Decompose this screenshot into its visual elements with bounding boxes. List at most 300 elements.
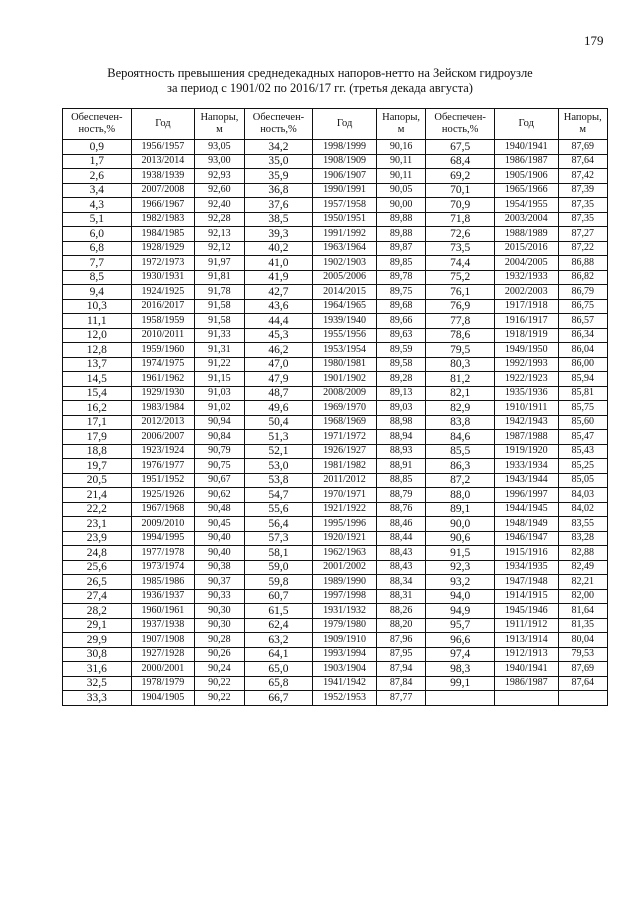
year-cell: 1980/1981: [313, 357, 377, 372]
probability-cell: 30,8: [63, 647, 132, 662]
year-cell: 1918/1919: [494, 328, 558, 343]
year-cell: 1942/1943: [494, 415, 558, 430]
year-cell: 2004/2005: [494, 256, 558, 271]
probability-cell: 87,2: [426, 473, 495, 488]
header-year: Год: [131, 109, 195, 140]
probability-cell: 90,0: [426, 517, 495, 532]
year-cell: 1952/1953: [313, 691, 377, 706]
probability-cell: 53,0: [244, 459, 313, 474]
head-cell: 90,30: [195, 604, 244, 619]
head-cell: 89,85: [376, 256, 425, 271]
probability-cell: 97,4: [426, 647, 495, 662]
year-cell: 1995/1996: [313, 517, 377, 532]
head-cell: 91,58: [195, 299, 244, 314]
probability-cell: 33,3: [63, 691, 132, 706]
head-cell: 86,34: [558, 328, 607, 343]
probability-cell: 31,6: [63, 662, 132, 677]
year-cell: 1960/1961: [131, 604, 195, 619]
probability-cell: 63,2: [244, 633, 313, 648]
probability-cell: 7,7: [63, 256, 132, 271]
head-cell: 85,94: [558, 372, 607, 387]
head-cell: 90,94: [195, 415, 244, 430]
year-cell: 1970/1971: [313, 488, 377, 503]
header-head: Напоры, м: [376, 109, 425, 140]
head-cell: 91,02: [195, 401, 244, 416]
table-row: [63, 604, 608, 619]
head-cell: 85,43: [558, 444, 607, 459]
probability-cell: 53,8: [244, 473, 313, 488]
year-cell: 1961/1962: [131, 372, 195, 387]
head-cell: 89,03: [376, 401, 425, 416]
year-cell: 1909/1910: [313, 633, 377, 648]
probability-cell: 4,3: [63, 198, 132, 213]
probability-cell: 93,2: [426, 575, 495, 590]
table-row: [63, 343, 608, 358]
table-row: [63, 502, 608, 517]
head-cell: 85,47: [558, 430, 607, 445]
header-head: Напоры, м: [195, 109, 244, 140]
year-cell: 1908/1909: [313, 154, 377, 169]
table-row: [63, 169, 608, 184]
head-cell: 91,81: [195, 270, 244, 285]
head-cell: 88,46: [376, 517, 425, 532]
probability-cell: 0,9: [63, 140, 132, 155]
table-row: [63, 575, 608, 590]
probability-cell: 86,3: [426, 459, 495, 474]
head-cell: 90,11: [376, 169, 425, 184]
probability-cell: 67,5: [426, 140, 495, 155]
probability-cell: 83,8: [426, 415, 495, 430]
probability-cell: 96,6: [426, 633, 495, 648]
year-cell: 1921/1922: [313, 502, 377, 517]
year-cell: 1981/1982: [313, 459, 377, 474]
year-cell: 1905/1906: [494, 169, 558, 184]
year-cell: 1943/1944: [494, 473, 558, 488]
probability-cell: 41,9: [244, 270, 313, 285]
head-cell: 87,39: [558, 183, 607, 198]
probability-cell: 26,5: [63, 575, 132, 590]
year-cell: 1976/1977: [131, 459, 195, 474]
head-cell: 79,53: [558, 647, 607, 662]
head-cell: 88,79: [376, 488, 425, 503]
year-cell: 1971/1972: [313, 430, 377, 445]
year-cell: 1949/1950: [494, 343, 558, 358]
probability-cell: 6,8: [63, 241, 132, 256]
probability-cell: 82,1: [426, 386, 495, 401]
year-cell: 1902/1903: [313, 256, 377, 271]
year-cell: 2000/2001: [131, 662, 195, 677]
probability-cell: 54,7: [244, 488, 313, 503]
head-cell: 88,20: [376, 618, 425, 633]
head-cell: 90,48: [195, 502, 244, 517]
year-cell: 1924/1925: [131, 285, 195, 300]
year-cell: 2011/2012: [313, 473, 377, 488]
probability-cell: 71,8: [426, 212, 495, 227]
table-row: [63, 256, 608, 271]
year-cell: 1931/1932: [313, 604, 377, 619]
year-cell: 1993/1994: [313, 647, 377, 662]
probability-cell: 77,8: [426, 314, 495, 329]
year-cell: 1932/1933: [494, 270, 558, 285]
head-cell: 87,84: [376, 676, 425, 691]
probability-cell: 79,5: [426, 343, 495, 358]
year-cell: 1958/1959: [131, 314, 195, 329]
table-row: [63, 647, 608, 662]
head-cell: 87,94: [376, 662, 425, 677]
head-cell: 91,15: [195, 372, 244, 387]
head-cell: 90,33: [195, 589, 244, 604]
year-cell: 1978/1979: [131, 676, 195, 691]
year-cell: 2001/2002: [313, 560, 377, 575]
year-cell: 1955/1956: [313, 328, 377, 343]
head-cell: 88,43: [376, 546, 425, 561]
probability-cell: 99,1: [426, 676, 495, 691]
head-cell: 91,31: [195, 343, 244, 358]
year-cell: 1939/1940: [313, 314, 377, 329]
head-cell: 91,78: [195, 285, 244, 300]
probability-cell: 73,5: [426, 241, 495, 256]
probability-cell: 59,8: [244, 575, 313, 590]
table-row: [63, 198, 608, 213]
head-cell: 85,05: [558, 473, 607, 488]
year-cell: [494, 691, 558, 706]
table-row: [63, 299, 608, 314]
probability-cell: 88,0: [426, 488, 495, 503]
head-cell: 85,60: [558, 415, 607, 430]
table-row: [63, 662, 608, 677]
head-cell: 88,91: [376, 459, 425, 474]
year-cell: 1948/1949: [494, 517, 558, 532]
probability-cell: 68,4: [426, 154, 495, 169]
year-cell: 1940/1941: [494, 140, 558, 155]
year-cell: 2012/2013: [131, 415, 195, 430]
head-cell: 87,69: [558, 140, 607, 155]
title-line-1: Вероятность превышения среднедекадных напоров-нетто на Зейском гидроузле: [107, 66, 533, 80]
probability-cell: 12,0: [63, 328, 132, 343]
year-cell: 2007/2008: [131, 183, 195, 198]
table-row: [63, 212, 608, 227]
year-cell: 2006/2007: [131, 430, 195, 445]
head-cell: 91,33: [195, 328, 244, 343]
head-cell: 86,00: [558, 357, 607, 372]
head-cell: 89,87: [376, 241, 425, 256]
table-row: [63, 154, 608, 169]
head-cell: 88,26: [376, 604, 425, 619]
probability-cell: 22,2: [63, 502, 132, 517]
head-cell: 89,59: [376, 343, 425, 358]
head-cell: 85,75: [558, 401, 607, 416]
probability-cell: 89,1: [426, 502, 495, 517]
head-cell: 90,37: [195, 575, 244, 590]
year-cell: 1990/1991: [313, 183, 377, 198]
year-cell: 1968/1969: [313, 415, 377, 430]
probability-cell: 2,6: [63, 169, 132, 184]
year-cell: 1917/1918: [494, 299, 558, 314]
year-cell: 1956/1957: [131, 140, 195, 155]
year-cell: 1920/1921: [313, 531, 377, 546]
year-cell: 2009/2010: [131, 517, 195, 532]
head-cell: 92,12: [195, 241, 244, 256]
year-cell: 1962/1963: [313, 546, 377, 561]
year-cell: 1965/1966: [494, 183, 558, 198]
probability-cell: 74,4: [426, 256, 495, 271]
probability-cell: 90,6: [426, 531, 495, 546]
probability-cell: [426, 691, 495, 706]
table-row: [63, 517, 608, 532]
probability-cell: 76,9: [426, 299, 495, 314]
probability-cell: 10,3: [63, 299, 132, 314]
year-cell: 1927/1928: [131, 647, 195, 662]
year-cell: 1996/1997: [494, 488, 558, 503]
head-cell: 86,79: [558, 285, 607, 300]
head-cell: 90,84: [195, 430, 244, 445]
probability-cell: 19,7: [63, 459, 132, 474]
table-row: [63, 633, 608, 648]
head-cell: 90,22: [195, 676, 244, 691]
probability-cell: 66,7: [244, 691, 313, 706]
probability-cell: 85,5: [426, 444, 495, 459]
header-probability: Обеспечен- ность,%: [63, 109, 132, 140]
year-cell: 1923/1924: [131, 444, 195, 459]
header-row: [63, 109, 608, 140]
year-cell: 1947/1948: [494, 575, 558, 590]
probability-cell: 15,4: [63, 386, 132, 401]
year-cell: 1910/1911: [494, 401, 558, 416]
probability-cell: 72,6: [426, 227, 495, 242]
year-cell: 2002/2003: [494, 285, 558, 300]
year-cell: 1903/1904: [313, 662, 377, 677]
probability-cell: 12,8: [63, 343, 132, 358]
probability-cell: 49,6: [244, 401, 313, 416]
head-cell: 86,88: [558, 256, 607, 271]
head-cell: 87,35: [558, 198, 607, 213]
table-row: [63, 401, 608, 416]
table-row: [63, 140, 608, 155]
probability-cell: 81,2: [426, 372, 495, 387]
year-cell: 1986/1987: [494, 676, 558, 691]
year-cell: 1988/1989: [494, 227, 558, 242]
year-cell: 1919/1920: [494, 444, 558, 459]
head-cell: 91,22: [195, 357, 244, 372]
table-row: [63, 488, 608, 503]
head-cell: 91,03: [195, 386, 244, 401]
head-cell: 90,38: [195, 560, 244, 575]
head-cell: 83,55: [558, 517, 607, 532]
year-cell: 1915/1916: [494, 546, 558, 561]
head-cell: 89,28: [376, 372, 425, 387]
head-cell: 87,35: [558, 212, 607, 227]
table-row: [63, 372, 608, 387]
head-cell: 90,62: [195, 488, 244, 503]
head-cell: 90,26: [195, 647, 244, 662]
head-cell: 89,88: [376, 227, 425, 242]
year-cell: 1944/1945: [494, 502, 558, 517]
probability-cell: 65,8: [244, 676, 313, 691]
year-cell: 1916/1917: [494, 314, 558, 329]
probability-cell: 60,7: [244, 589, 313, 604]
head-cell: 82,49: [558, 560, 607, 575]
probability-cell: 51,3: [244, 430, 313, 445]
year-cell: 1914/1915: [494, 589, 558, 604]
year-cell: 1964/1965: [313, 299, 377, 314]
head-cell: 91,58: [195, 314, 244, 329]
year-cell: 2015/2016: [494, 241, 558, 256]
probability-cell: 23,9: [63, 531, 132, 546]
year-cell: 1950/1951: [313, 212, 377, 227]
head-cell: 89,58: [376, 357, 425, 372]
head-cell: 90,79: [195, 444, 244, 459]
probability-cell: 91,5: [426, 546, 495, 561]
head-cell: 83,28: [558, 531, 607, 546]
head-cell: 88,85: [376, 473, 425, 488]
year-cell: 1979/1980: [313, 618, 377, 633]
probability-cell: 94,9: [426, 604, 495, 619]
header-year: Год: [494, 109, 558, 140]
head-cell: 89,78: [376, 270, 425, 285]
header-head: Напоры, м: [558, 109, 607, 140]
year-cell: 1953/1954: [313, 343, 377, 358]
year-cell: 1934/1935: [494, 560, 558, 575]
probability-cell: 70,9: [426, 198, 495, 213]
head-cell: 81,64: [558, 604, 607, 619]
year-cell: 1989/1990: [313, 575, 377, 590]
table-row: [63, 691, 608, 706]
head-cell: 87,22: [558, 241, 607, 256]
year-cell: 1913/1914: [494, 633, 558, 648]
head-cell: 86,75: [558, 299, 607, 314]
year-cell: 1969/1970: [313, 401, 377, 416]
probability-cell: 13,7: [63, 357, 132, 372]
probability-cell: 39,3: [244, 227, 313, 242]
head-cell: 92,28: [195, 212, 244, 227]
head-cell: 90,30: [195, 618, 244, 633]
year-cell: 1946/1947: [494, 531, 558, 546]
probability-cell: 62,4: [244, 618, 313, 633]
probability-cell: 25,6: [63, 560, 132, 575]
head-cell: 93,05: [195, 140, 244, 155]
probability-cell: 75,2: [426, 270, 495, 285]
head-cell: 88,98: [376, 415, 425, 430]
head-cell: 88,93: [376, 444, 425, 459]
table-row: [63, 415, 608, 430]
probability-cell: 21,4: [63, 488, 132, 503]
year-cell: 1926/1927: [313, 444, 377, 459]
head-cell: 90,24: [195, 662, 244, 677]
head-cell: 92,93: [195, 169, 244, 184]
year-cell: 1935/1936: [494, 386, 558, 401]
table-row: [63, 227, 608, 242]
probability-cell: 18,8: [63, 444, 132, 459]
head-cell: 87,27: [558, 227, 607, 242]
table-row: [63, 531, 608, 546]
year-cell: 1911/1912: [494, 618, 558, 633]
year-cell: 1957/1958: [313, 198, 377, 213]
probability-cell: 6,0: [63, 227, 132, 242]
year-cell: 2005/2006: [313, 270, 377, 285]
probability-cell: 55,6: [244, 502, 313, 517]
head-cell: 88,94: [376, 430, 425, 445]
year-cell: 2003/2004: [494, 212, 558, 227]
year-cell: 1987/1988: [494, 430, 558, 445]
head-cell: 90,28: [195, 633, 244, 648]
probability-cell: 92,3: [426, 560, 495, 575]
head-cell: 82,88: [558, 546, 607, 561]
year-cell: 1907/1908: [131, 633, 195, 648]
probability-cell: 64,1: [244, 647, 313, 662]
probability-cell: 47,9: [244, 372, 313, 387]
header-probability: Обеспечен- ность,%: [244, 109, 313, 140]
head-cell: 92,13: [195, 227, 244, 242]
probability-cell: 9,4: [63, 285, 132, 300]
page-title: [0, 66, 640, 96]
year-cell: 1951/1952: [131, 473, 195, 488]
head-cell: 87,77: [376, 691, 425, 706]
year-cell: 1986/1987: [494, 154, 558, 169]
year-cell: 1967/1968: [131, 502, 195, 517]
head-cell: 90,22: [195, 691, 244, 706]
table-row: [63, 560, 608, 575]
probability-cell: 28,2: [63, 604, 132, 619]
probability-cell: 56,4: [244, 517, 313, 532]
head-cell: 88,44: [376, 531, 425, 546]
head-cell: 87,64: [558, 676, 607, 691]
probability-cell: 3,4: [63, 183, 132, 198]
probability-cell: 61,5: [244, 604, 313, 619]
year-cell: 1938/1939: [131, 169, 195, 184]
year-cell: 1930/1931: [131, 270, 195, 285]
head-cell: 87,42: [558, 169, 607, 184]
head-cell: 88,76: [376, 502, 425, 517]
probability-cell: 94,0: [426, 589, 495, 604]
probability-cell: 42,7: [244, 285, 313, 300]
header-year: Год: [313, 109, 377, 140]
table-row: [63, 618, 608, 633]
head-cell: 90,00: [376, 198, 425, 213]
probability-cell: 48,7: [244, 386, 313, 401]
table-row: [63, 546, 608, 561]
head-cell: 90,75: [195, 459, 244, 474]
head-cell: 84,03: [558, 488, 607, 503]
year-cell: 1925/1926: [131, 488, 195, 503]
head-cell: 90,11: [376, 154, 425, 169]
head-cell: 90,05: [376, 183, 425, 198]
year-cell: 1974/1975: [131, 357, 195, 372]
probability-cell: 69,2: [426, 169, 495, 184]
probability-cell: 35,9: [244, 169, 313, 184]
probability-cell: 24,8: [63, 546, 132, 561]
probability-cell: 35,0: [244, 154, 313, 169]
probability-cell: 41,0: [244, 256, 313, 271]
year-cell: 1940/1941: [494, 662, 558, 677]
head-cell: 92,60: [195, 183, 244, 198]
year-cell: 2013/2014: [131, 154, 195, 169]
head-cell: 87,95: [376, 647, 425, 662]
year-cell: 1937/1938: [131, 618, 195, 633]
table-row: [63, 328, 608, 343]
probability-cell: 43,6: [244, 299, 313, 314]
head-cell: 92,40: [195, 198, 244, 213]
probability-cell: 52,1: [244, 444, 313, 459]
head-cell: 82,21: [558, 575, 607, 590]
year-cell: 2014/2015: [313, 285, 377, 300]
probability-cell: 29,9: [63, 633, 132, 648]
year-cell: 1954/1955: [494, 198, 558, 213]
probability-cell: 38,5: [244, 212, 313, 227]
head-cell: 84,02: [558, 502, 607, 517]
probability-cell: 58,1: [244, 546, 313, 561]
head-cell: 86,04: [558, 343, 607, 358]
year-cell: 1963/1964: [313, 241, 377, 256]
